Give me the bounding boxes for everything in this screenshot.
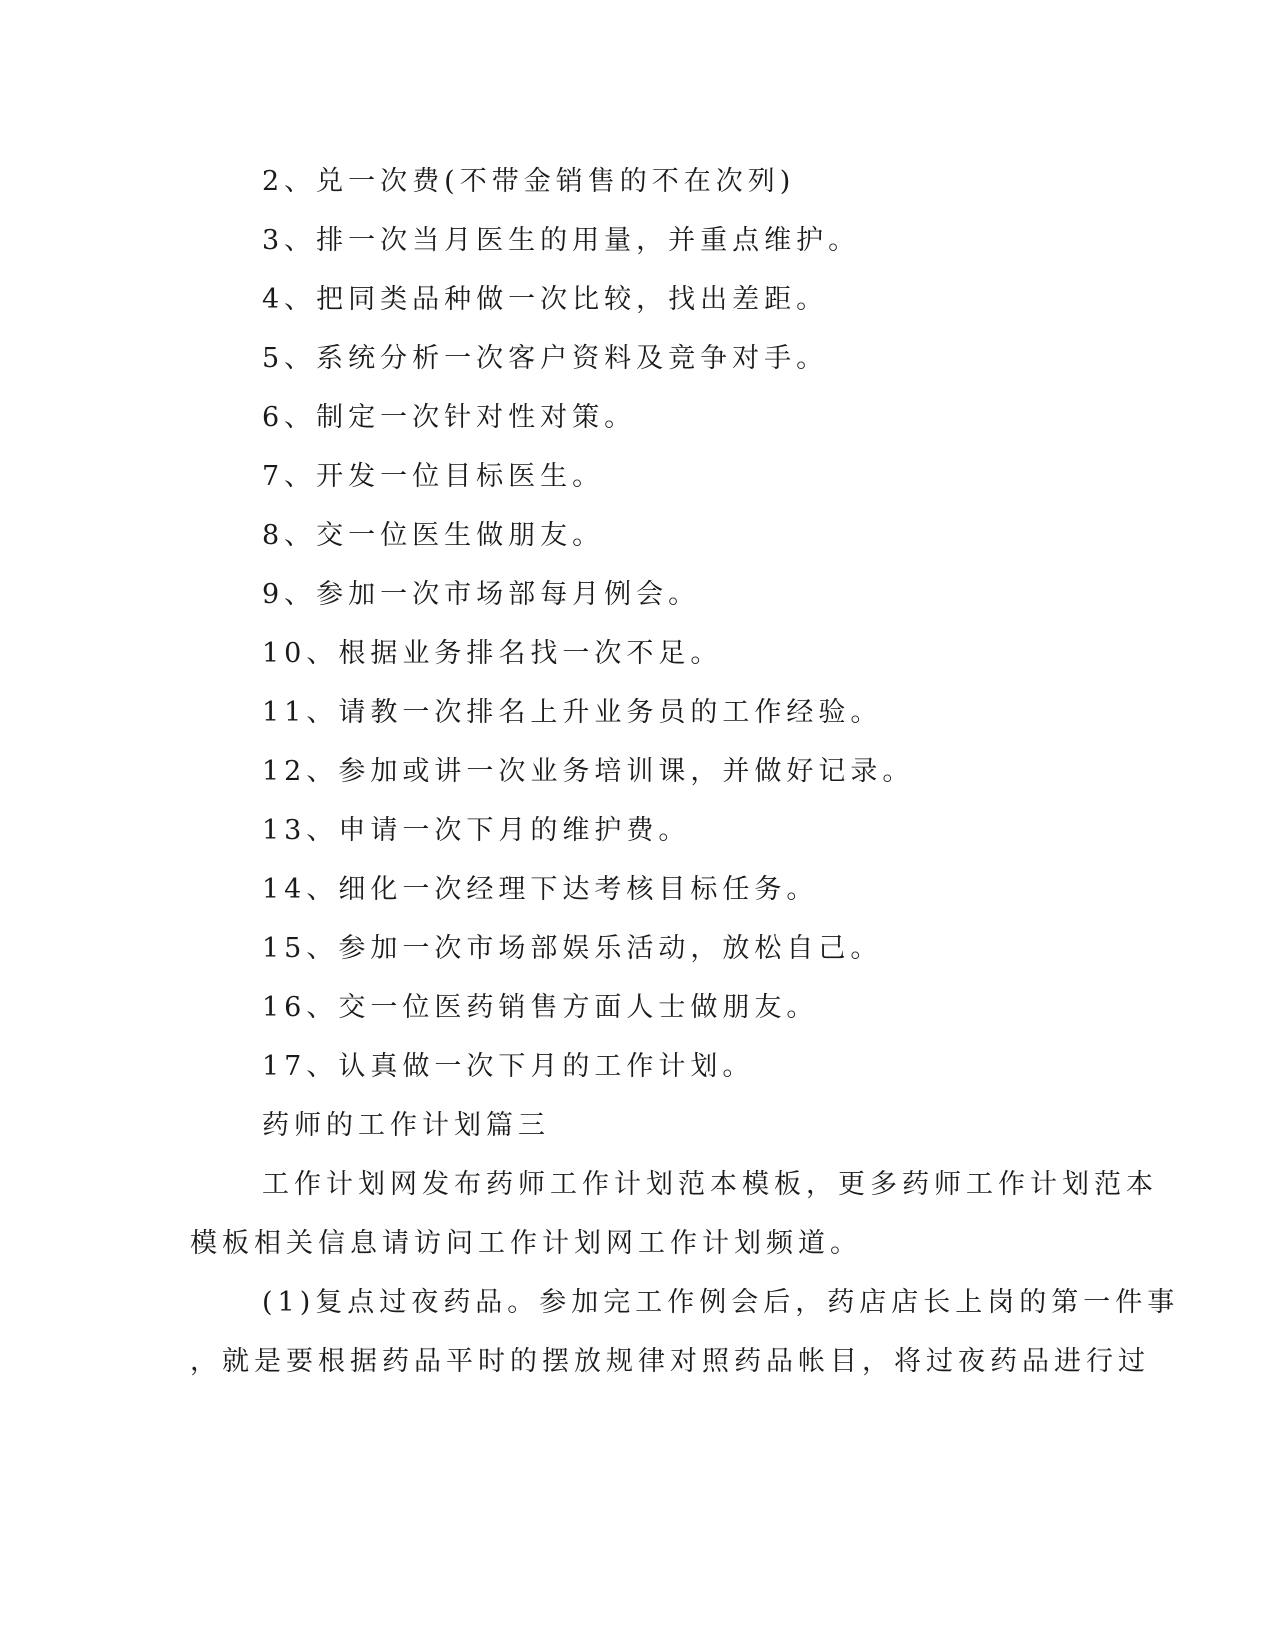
list-item: 4、把同类品种做一次比较，找出差距。 [262, 284, 829, 315]
list-item: 15、参加一次市场部娱乐活动，放松自己。 [262, 933, 883, 964]
list-item: 14、细化一次经理下达考核目标任务。 [262, 874, 819, 905]
list-item: 13、申请一次下月的维护费。 [262, 815, 691, 846]
list-item: 10、根据业务排名找一次不足。 [262, 638, 723, 669]
list-item: 5、系统分析一次客户资料及竞争对手。 [262, 343, 829, 374]
paragraph-line: ，就是要根据药品平时的摆放规律对照药品帐目，将过夜药品进行过 [190, 1346, 1150, 1377]
list-item: 3、排一次当月医生的用量，并重点维护。 [262, 225, 861, 256]
section-heading: 药师的工作计划篇三 [262, 1110, 550, 1141]
list-item: 6、制定一次针对性对策。 [262, 402, 637, 433]
list-item: 11、请教一次排名上升业务员的工作经验。 [262, 697, 883, 728]
list-item: 2、兑一次费(不带金销售的不在次列) [262, 166, 796, 197]
list-item: 16、交一位医药销售方面人士做朋友。 [262, 992, 819, 1023]
paragraph-line: 工作计划网发布药师工作计划范本模板，更多药师工作计划范本 [262, 1169, 1158, 1200]
list-item: 7、开发一位目标医生。 [262, 461, 605, 492]
list-item: 17、认真做一次下月的工作计划。 [262, 1051, 755, 1082]
list-item: 12、参加或讲一次业务培训课，并做好记录。 [262, 756, 915, 787]
paragraph-line: (1)复点过夜药品。参加完工作例会后，药店店长上岗的第一件事 [262, 1287, 1180, 1318]
list-item: 8、交一位医生做朋友。 [262, 520, 605, 551]
paragraph-line: 模板相关信息请访问工作计划网工作计划频道。 [190, 1228, 862, 1259]
list-item: 9、参加一次市场部每月例会。 [262, 579, 701, 610]
